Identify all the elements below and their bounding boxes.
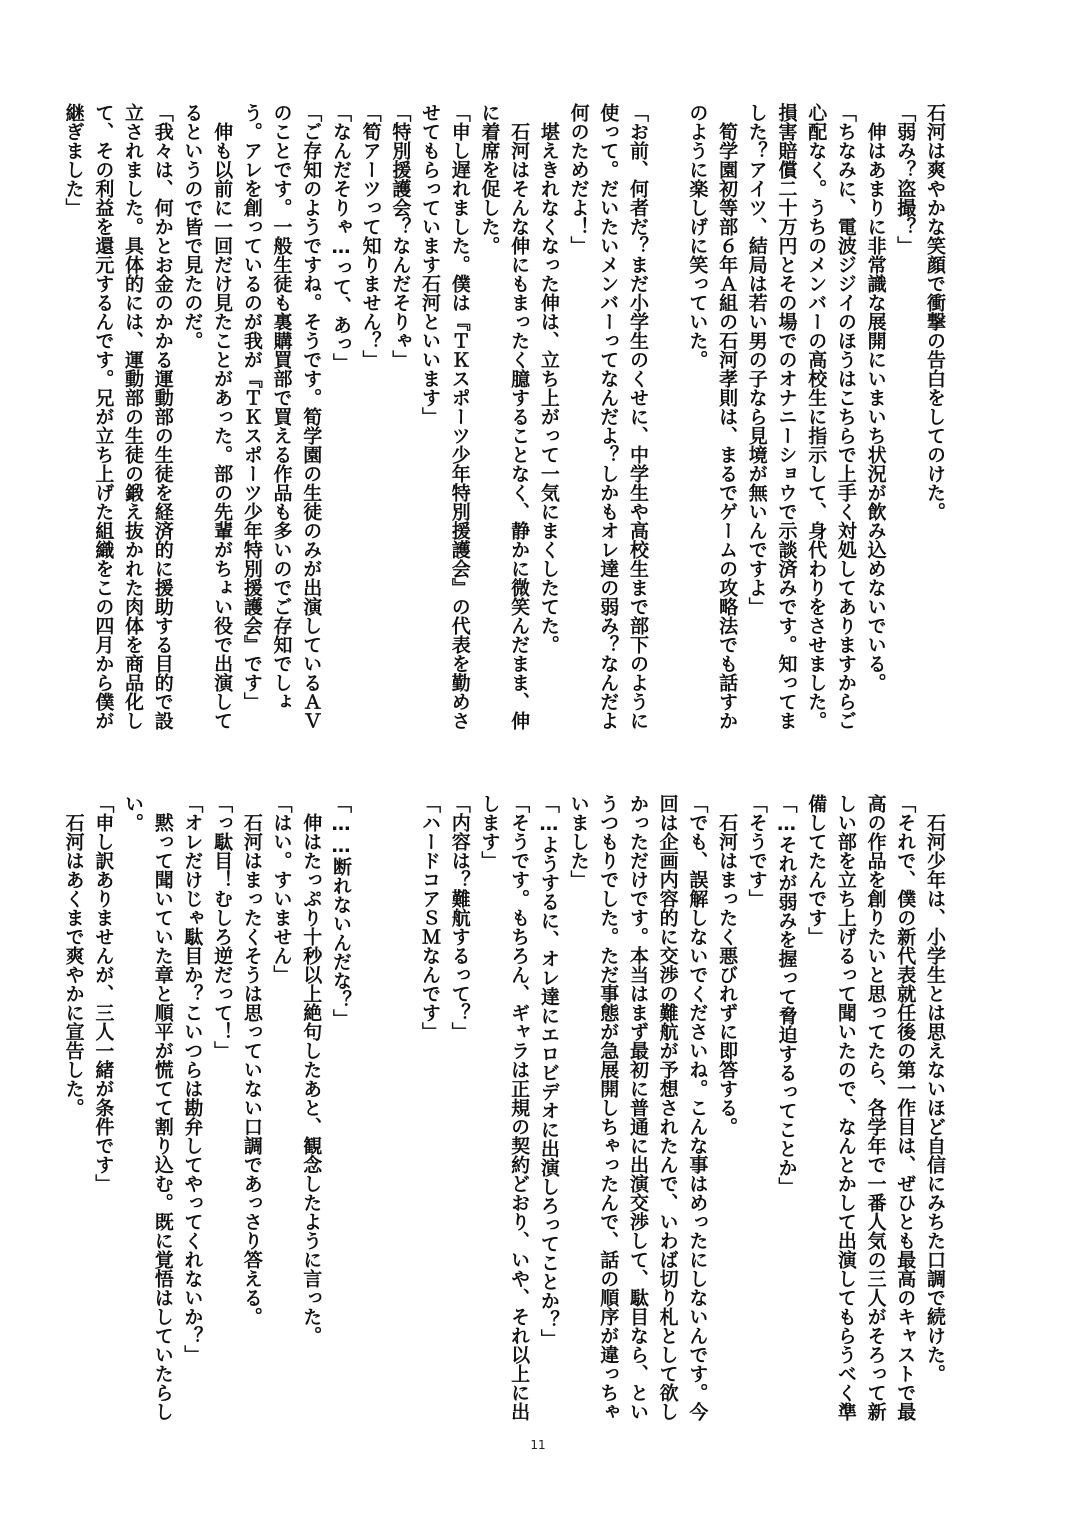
bottom-line: 「それで、僕の新代表就任後の第一作目は、ぜひとも最高のキャストで最 <box>894 794 917 1421</box>
top-line: した？アイツ、結局は若い男の子なら見境が無いんですよ」 <box>745 103 768 616</box>
bottom-line: 「はい。すいません」 <box>270 794 293 984</box>
bottom-line: 伸はたっぷり十秒以上絶句したあと、観念したように言った。 <box>300 794 323 1345</box>
top-line: 「お前、何者だ？まだ小学生のくせに、中学生や高校生まで部下のように <box>626 103 649 730</box>
bottom-line: 「ハードコアＳＭなんです」 <box>419 794 442 1041</box>
bottom-line <box>355 794 385 1434</box>
top-line: 「筍アーツって知りません？」 <box>359 103 382 369</box>
top-line: に着席を促した。 <box>478 103 501 255</box>
page-number: 11 <box>530 1438 546 1452</box>
bottom-line <box>385 794 415 1434</box>
top-line: 石河は爽やかな笑顔で衝撃の告白をしてのけた。 <box>924 103 946 521</box>
top-line: 「我々は、何かとお金のかかる運動部の生徒を経済的に援助する目的で設 <box>151 103 174 730</box>
bottom-line: 「っ駄目！むしろ逆だって！」 <box>211 794 234 1060</box>
bottom-line: 高の作品を創りたいと思ってたら、各学年で一番人気の三人がそろって新 <box>864 794 887 1421</box>
top-line: 使って。だいたいメンバーってなんだよ？しかもオレ達の弱み？なんだよ <box>597 103 620 730</box>
top-line: 立されました。具体的には、運動部の生徒の鍛え抜かれた肉体を商品化し <box>122 103 145 730</box>
bottom-line: 「内容は？難航するって？」 <box>448 794 471 1041</box>
top-line: 堪えきれなくなった伸は、立ち上がって一気にまくしたてた。 <box>537 103 560 654</box>
bottom-line: 石河はまったくそうは思っていない口調であっさり答える。 <box>240 794 263 1326</box>
bottom-line: 「そうです。もちろん、ギャラは正規の契約どおり、いや、それ以上に出 <box>508 794 531 1421</box>
top-line: のように楽しげに笑っていた。 <box>686 103 709 369</box>
top-line: 「なんだそりゃ…って、あっ」 <box>329 103 352 372</box>
bottom-line: 「……断れないんだな？」 <box>329 794 352 1028</box>
bottom-line: いました」 <box>567 794 590 889</box>
top-line: 損害賠償二十万円とその場でのオナニーショウで示談済みです。知ってま <box>775 103 798 730</box>
top-line: せてもらっています石河といいます」 <box>419 103 442 426</box>
top-line: 「申し遅れました。僕は『ＴＫスポーツ少年特別援護会』の代表を勤めさ <box>448 103 471 730</box>
text-block-top <box>62 103 949 743</box>
top-line: 「弱み？盗撮？」 <box>894 103 917 255</box>
bottom-line: しい部を立ち上げるって聞いたので、なんとかして出演してもらうべく準 <box>834 794 857 1421</box>
bottom-line: かっただけです。本当はまず最初に普通に出演交渉して、駄目なら、とい <box>626 794 649 1421</box>
top-line <box>652 103 682 743</box>
bottom-line: 「そうです」 <box>745 794 768 908</box>
top-line: 伸も以前に一回だけ見たことがあった。部の先輩がちょい役で出演して <box>211 103 234 730</box>
top-line: て、その利益を還元するんです。兄が立ち上げた組織をこの四月から僕が <box>92 103 115 730</box>
bottom-line: 石河はあくまで爽やかに宣告した。 <box>62 794 85 1117</box>
bottom-line: 「申し訳ありませんが、三人一緒が条件です」 <box>92 794 115 1193</box>
top-line: 石河はそんな伸にもまったく臆することなく、静かに微笑んだまま、伸 <box>508 103 531 730</box>
bottom-line: 石河はまったく悪びれずに即答する。 <box>716 794 739 1136</box>
top-line: 筍学園初等部６年Ａ組の石河孝則は、まるでゲームの攻略法でも話すか <box>716 103 739 730</box>
top-line: 伸はあまりに非常識な展開にいまいち状況が飲み込めないでいる。 <box>864 103 887 692</box>
text-block-bottom <box>62 794 949 1434</box>
bottom-line: 「…ようするに、オレ達にエロビデオに出演しろってことか？」 <box>537 794 560 1348</box>
top-line: 「特別援護会？なんだそりゃ」 <box>389 103 412 369</box>
bottom-line: 「オレだけじゃ駄目か？こいつらは勘弁してやってくれないか？」 <box>181 794 204 1364</box>
bottom-line: 「…それが弱みを握って脅迫するってことか」 <box>775 794 798 1196</box>
top-line: 継ぎました」 <box>62 103 85 217</box>
bottom-line: 「でも、誤解しないでくださいね。こんな事はめったにしないんです。今 <box>686 794 709 1421</box>
top-line: のことです。一般生徒も裏購買部で買える作品も多いのでご存知でしょ <box>270 103 293 711</box>
bottom-line: 黙って聞いていた章と順平が慌てて割り込む。既に覚悟はしていたらし <box>151 794 174 1421</box>
top-line: 何のためだよ！」 <box>567 103 590 255</box>
top-line: るというので皆で見たのだ。 <box>181 103 204 350</box>
top-line: 心配なく。うちのメンバーの高校生に指示して、身代わりをさせました。 <box>805 103 828 730</box>
bottom-line: 回は企画内容的に交渉の難航が予想されたんで、いわば切り札として欲し <box>656 794 679 1421</box>
top-line: 「ちなみに、電波ジジイのほうはこちらで上手く対処してありますからご <box>834 103 857 730</box>
bottom-line: します」 <box>478 794 501 870</box>
bottom-line: 石河少年は、小学生とは思えないほど自信にみちた口調で続けた。 <box>924 794 946 1383</box>
top-line: 「ご存知のようですね。そうです。筍学園の生徒のみが出演しているＡＶ <box>300 103 323 730</box>
bottom-line: うつもりでした。ただ事態が急展開しちゃったんで、話の順序が違っちゃ <box>597 794 620 1421</box>
bottom-line: い。 <box>122 794 145 832</box>
top-line: う。アレを創っているのが我が『ＴＫスポーツ少年特別援護会』です」 <box>240 103 263 711</box>
bottom-line: 備してたんです」 <box>805 794 828 946</box>
